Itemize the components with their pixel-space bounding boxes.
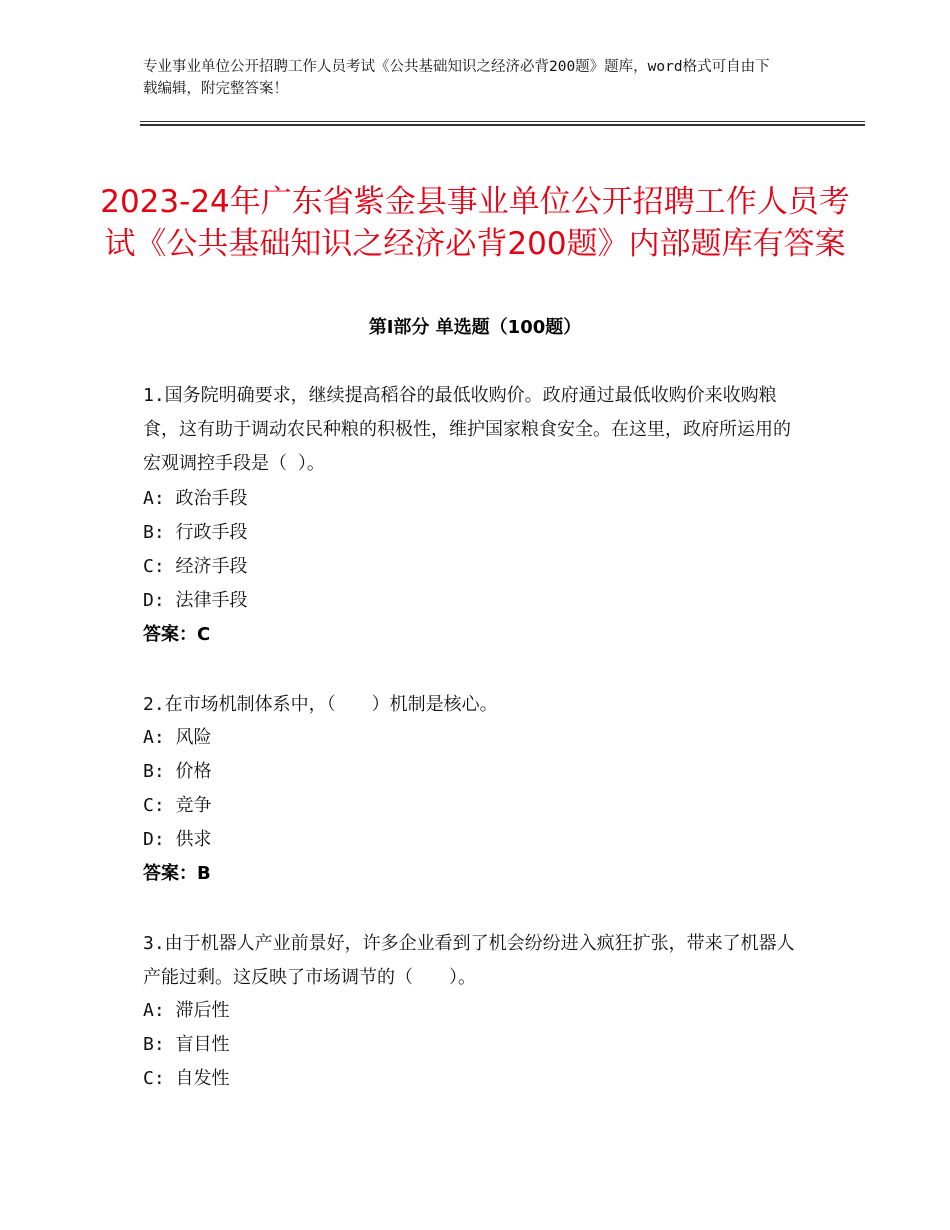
- question-1-option-c: C: 经济手段: [143, 556, 248, 577]
- question-1-option-a: A: 政治手段: [143, 488, 248, 509]
- question-3-text: 3.由于机器人产业前景好，许多企业看到了机会纷纷进入疯狂扩张，带来了机器人产能过剩。这反映了市场调节的（ ）。: [143, 933, 795, 988]
- question-2-answer: 答案：B: [143, 863, 211, 884]
- question-2-option-b: B: 价格: [143, 761, 212, 782]
- header-rule-thin: [140, 121, 865, 122]
- question-2-text: 2.在市场机制体系中，（ ）机制是核心。: [143, 694, 498, 715]
- question-3-option-a: A: 滞后性: [143, 1000, 230, 1021]
- question-1-answer: 答案：C: [143, 624, 211, 645]
- document-title: 2023-24年广东省紫金县事业单位公开招聘工作人员考试《公共基础知识之经济必背200题》内部题库有答案: [100, 183, 850, 262]
- header-rule-thick: [140, 124, 865, 126]
- question-2-option-c: C: 竞争: [143, 795, 212, 816]
- question-3-option-b: B: 盲目性: [143, 1034, 230, 1055]
- question-1-option-b: B: 行政手段: [143, 522, 248, 543]
- question-1-text: 1.国务院明确要求，继续提高稻谷的最低收购价。政府通过最低收购价来收购粮食，这有助于调动农民种粮的积极性，维护国家粮食安全。在这里，政府所运用的宏观调控手段是（ ）。: [143, 385, 791, 474]
- header-note: 专业事业单位公开招聘工作人员考试《公共基础知识之经济必背200题》题库，word格式可自由下载编辑，附完整答案！: [143, 59, 770, 97]
- question-3-option-c: C: 自发性: [143, 1068, 230, 1089]
- question-2-option-d: D: 供求: [143, 829, 212, 850]
- question-2-option-a: A: 风险: [143, 727, 212, 748]
- question-1-option-d: D: 法律手段: [143, 590, 248, 611]
- section-title: 第Ⅰ部分 单选题（100题）: [368, 317, 582, 338]
